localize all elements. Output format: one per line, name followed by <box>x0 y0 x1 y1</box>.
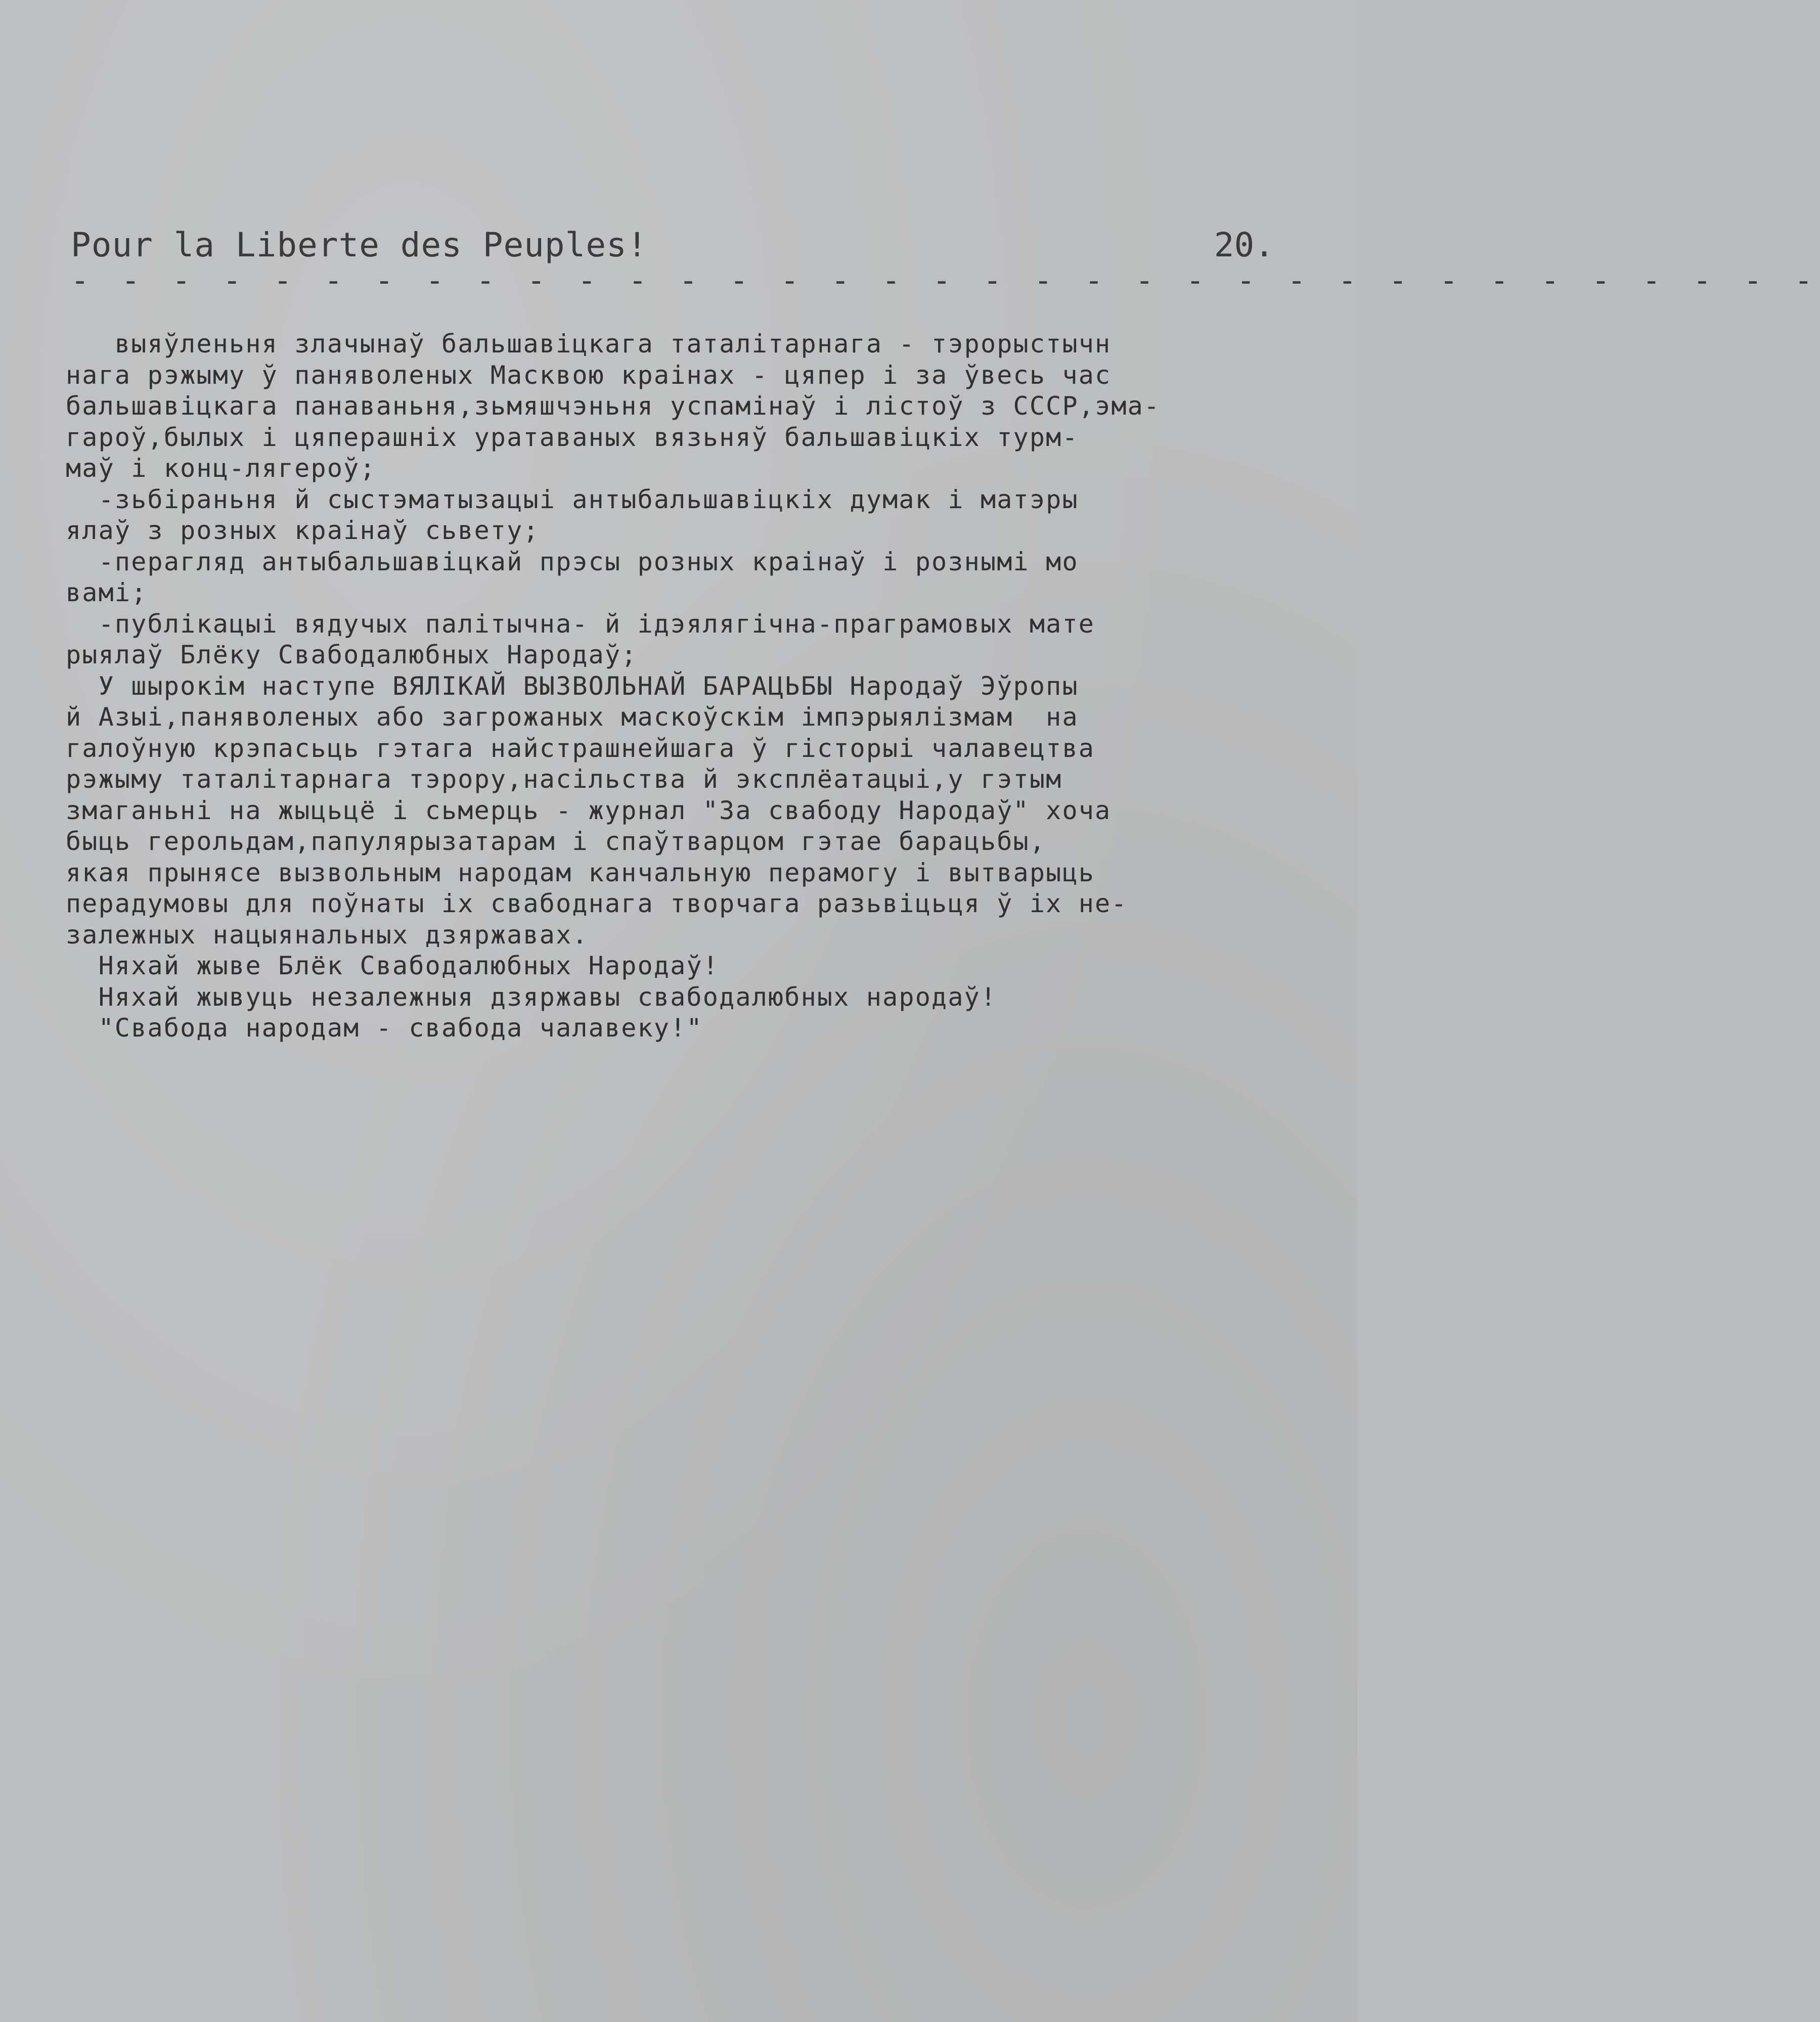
text-line: перадумовы для поўнаты іх свабоднага творчага разьвіцьця ў іх не- <box>66 889 1128 918</box>
text-line: гароў,былых і цяперашніх уратаваных вязьняў бальшавіцкіх турм- <box>66 422 1079 452</box>
body-text <box>66 329 1290 1044</box>
text-line: маў і конц-лягероў; <box>66 454 376 483</box>
text-line: нага рэжыму ў паняволеных Масквою краінах - цяпер і за ўвесь час <box>66 360 1112 390</box>
text-line: галоўную крэпасьць гэтага найстрашнейшага ў гісторыі чалавецтва <box>66 733 1095 763</box>
text-line: -публікацыі вядучых палітычна- й ідэялягічна-праграмовых мате <box>66 609 1095 639</box>
text-line: -зьбіраньня й сыстэматызацыі антыбальшавіцкіх думак і матэры <box>66 484 1079 514</box>
dashed-rule: - - - - - - - - - - - - - - - - - - - - - - - - - - - - - - - - - - - <box>71 263 1820 298</box>
text-line: У шырокім наступе ВЯЛІКАЙ ВЫЗВОЛЬНАЙ БАРАЦЬБЫ Народаў Эўропы <box>66 671 1079 701</box>
text-line: быць герольдам,папулярызатарам і спаўтварцом гэтае барацьбы, <box>66 827 1046 856</box>
text-line: вамі; <box>66 578 148 607</box>
text-line: Няхай жыве Блёк Свабодалюбных Народаў! <box>66 951 720 980</box>
text-line: й Азыі,паняволеных або загрожаных маскоўскім імпэрыялізмам на <box>66 702 1079 732</box>
text-line: Няхай жывуць незалежныя дзяржавы свабодалюбных народаў! <box>66 982 997 1012</box>
text-line: выяўленьня злачынаў бальшавіцкага таталітарнага - тэрорыстычн <box>66 329 1112 358</box>
text-line: ялаў з розных краінаў сьвету; <box>66 516 540 545</box>
page-header <box>71 222 1274 268</box>
text-line: залежных нацыянальных дзяржавах. <box>66 920 589 950</box>
text-line: "Свабода народам - свабода чалавеку!" <box>66 1013 703 1043</box>
header-title: Pour la Liberte des Peuples! <box>71 226 648 264</box>
text-line: рыялаў Блёку Свабодалюбных Народаў; <box>66 640 638 669</box>
page-number: 20. <box>1214 226 1274 264</box>
text-line: змаганьні на жыцьцё і сьмерць - журнал "За свабоду Народаў" хоча <box>66 795 1112 825</box>
text-line: якая прынясе вызвольным народам канчальную перамогу і вытварыць <box>66 858 1095 887</box>
text-line: бальшавіцкага панаваньня,зьмяшчэньня успамінаў і лістоў з СССР,эма- <box>66 391 1161 421</box>
text-line: рэжыму таталітарнага тэрору,насільства й эксплёатацыі,у гэтым <box>66 765 1062 794</box>
text-line: -перагляд антыбальшавіцкай прэсы розных краінаў і рознымі мо <box>66 547 1079 576</box>
